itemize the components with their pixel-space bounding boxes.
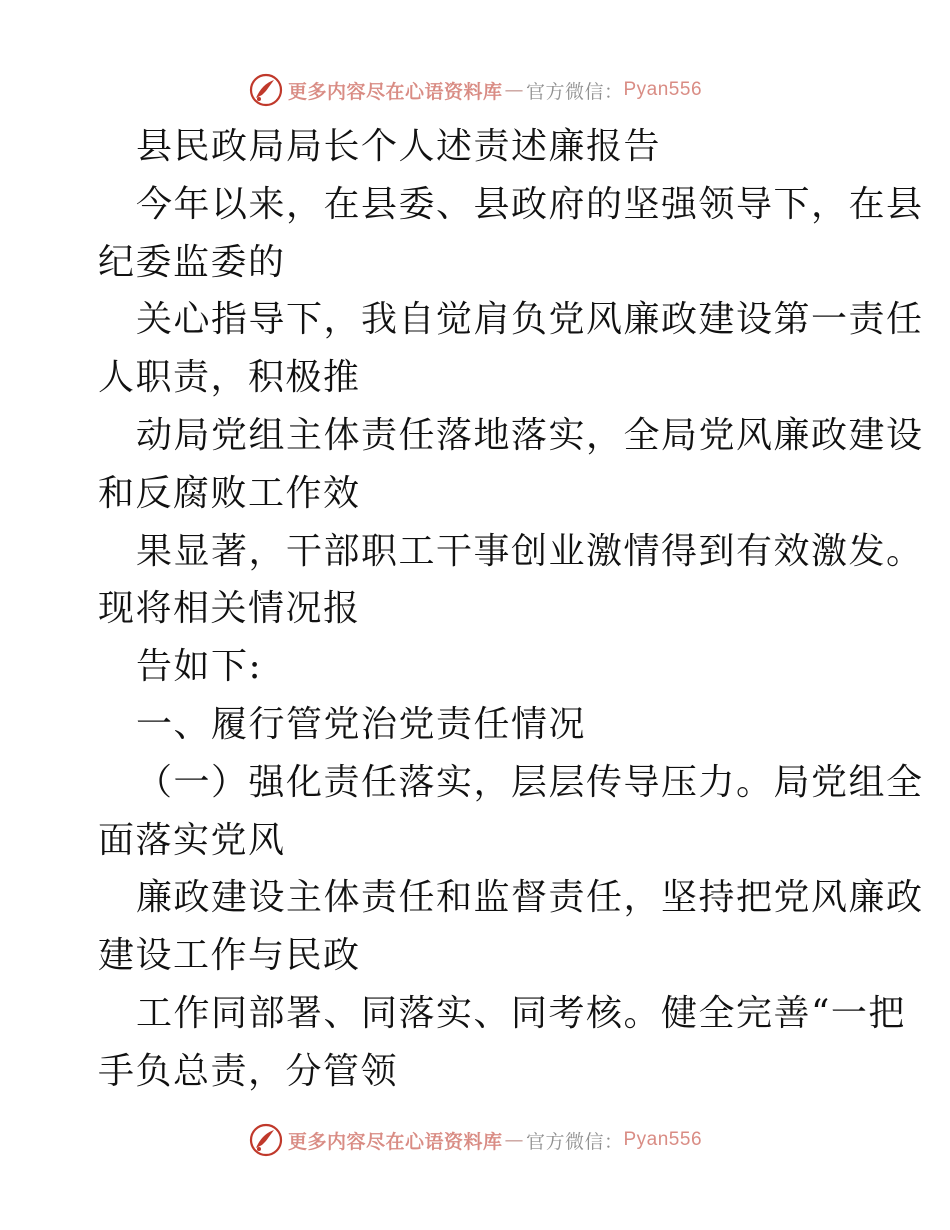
- banner-dash: —: [504, 1129, 524, 1151]
- subsection-heading: （一）强化责任落实，层层传导压力。局党组全: [136, 761, 924, 803]
- paragraph-line: 廉政建设主体责任和监督责任，坚持把党风廉政: [136, 877, 924, 919]
- header-watermark: [0, 70, 950, 110]
- banner-wechat-id: Pyan556: [623, 1129, 703, 1150]
- paragraph-line: 动局党组主体责任落地落实，全局党风廉政建设: [136, 414, 924, 456]
- paragraph-line: 手负总责，分管领: [98, 1050, 399, 1092]
- section-heading: 一、履行管党治党责任情况: [136, 703, 587, 745]
- paragraph-line: 告如下:: [136, 646, 263, 688]
- paragraph-line: 纪委监委的: [98, 241, 286, 283]
- banner-official-label: 官方微信：: [525, 1130, 624, 1153]
- paragraph-line: 果显著，干部职工干事创业激情得到有效激发。: [136, 530, 924, 572]
- paragraph-line: 人职责，积极推: [98, 357, 361, 399]
- banner-dash: —: [504, 79, 524, 101]
- banner-main-text: 更多内容尽在心语资料库: [287, 80, 503, 103]
- paragraph-line: 和反腐败工作效: [98, 472, 361, 514]
- paragraph-line: 关心指导下，我自觉肩负党风廉政建设第一责任: [136, 299, 924, 341]
- paragraph-line: 工作同部署、同落实、同考核。健全完善“一把: [136, 992, 906, 1034]
- banner-main-text: 更多内容尽在心语资料库: [287, 1130, 503, 1153]
- footer-watermark: [0, 1120, 950, 1160]
- document-title: 县民政局局长个人述责述廉报告: [136, 126, 662, 167]
- paragraph-line: 建设工作与民政: [98, 935, 361, 977]
- pen-circle-logo-icon: [248, 1122, 284, 1158]
- banner-official-label: 官方微信：: [525, 80, 624, 103]
- banner-wechat-id: Pyan556: [623, 79, 703, 100]
- pen-circle-logo-icon: [248, 72, 284, 108]
- document-body: [98, 118, 924, 1101]
- paragraph-line: 今年以来，在县委、县政府的坚强领导下，在县: [136, 183, 924, 225]
- paragraph-line: 现将相关情况报: [98, 588, 361, 630]
- paragraph-line: 面落实党风: [98, 819, 286, 861]
